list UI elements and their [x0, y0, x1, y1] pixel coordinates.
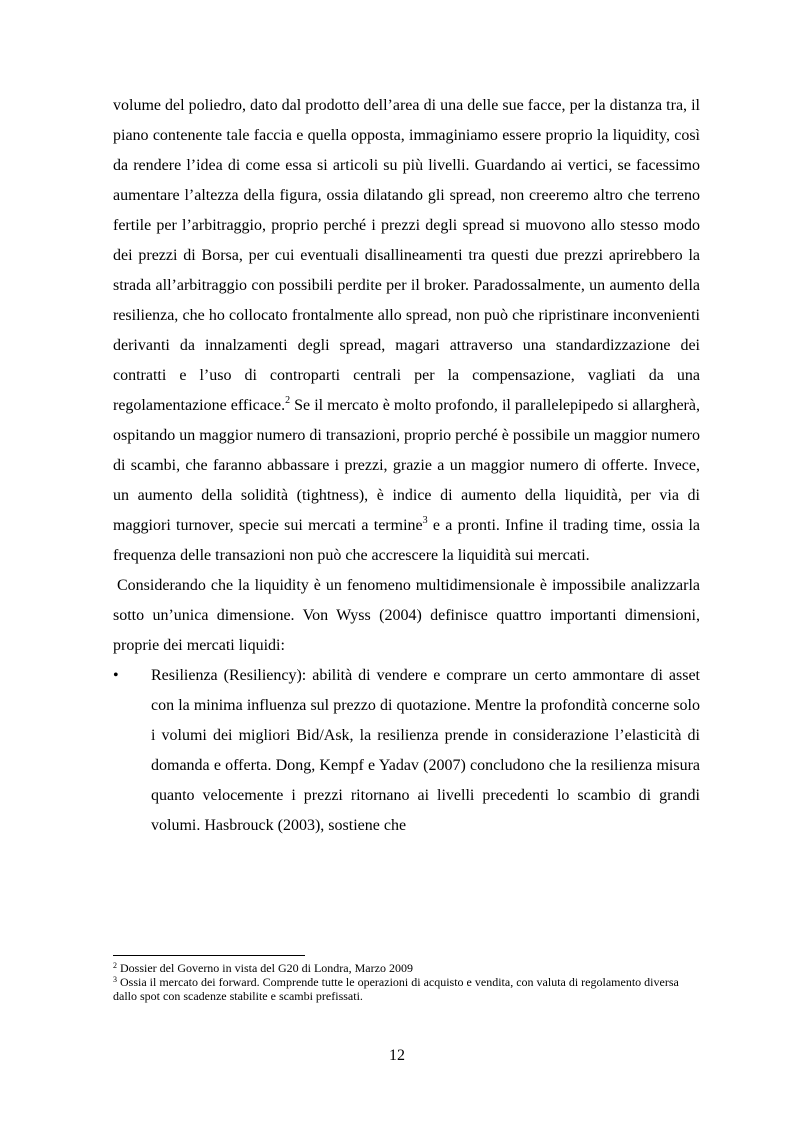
- bullet-icon: •: [113, 667, 119, 684]
- body-paragraph: [113, 91, 700, 571]
- paragraph-text: volume del poliedro, dato dal prodotto dell’area di una delle sue facce, per la distanza tra, il piano contenente tale faccia e quella opposta, immaginiamo essere proprio la liquidity, così da rendere l’idea di come essa si articoli su più livelli. Guardando ai vertici, se facessimo aumentare l’altezza della figura, ossia dilatando gli spread, non creeremo altro che terreno fertile per l’arbitraggio, proprio perché i prezzi degli spread si muovono allo stesso modo dei prezzi di Borsa, per cui eventuali disallineamenti tra questi due prezzi aprirebbero la strada all’arbitraggio con possibili perdite per il broker. Paradossalmente, un aumento della resilienza, che ho collocato frontalmente allo spread, non può che ripristinare inconvenienti derivanti da innalzamenti degli spread, magari attraverso una standardizzazione dei contratti e l’uso di controparti centrali per la compensazione, vagliati da una regolamentazione efficace.: [113, 97, 700, 414]
- bullet-list-item: [113, 661, 700, 841]
- footnote-reference[interactable]: 3: [422, 515, 428, 526]
- bullet-text: Resilienza (Resiliency): abilità di vendere e comprare un certo ammontare di asset con la minima influenza sul prezzo di quotazione. Mentre la profondità concerne solo i volumi dei migliori Bid/Ask, la resilienza prende in considerazione l’elasticità di domanda e offerta. Dong, Kempf e Yadav (2007) concludono che la resilienza misura quanto velocemente i prezzi ritornano ai livelli precedenti lo scambio di grandi volumi. Hasbrouck (2003), sostiene che: [151, 667, 700, 834]
- footnote-number: 2: [113, 961, 117, 970]
- footnote-text: Ossia il mercato dei forward. Comprende tutte le operazioni di acquisto e vendita, con valuta di regolamento diversa dallo spot con scadenze stabilite e scambi prefissati.: [113, 975, 679, 1003]
- page-body: [113, 91, 700, 841]
- paragraph-text: e a pronti. Infine il trading time, ossia la frequenza delle transazioni non può che accrescere la liquidità sui mercati.: [113, 517, 700, 564]
- footnote-text: Dossier del Governo in vista del G20 di Londra, Marzo 2009: [120, 961, 413, 975]
- footnote-3: [113, 975, 700, 1003]
- page-number: 12: [389, 1047, 405, 1064]
- footnote-number: 3: [113, 975, 117, 984]
- footnote-2: [113, 961, 700, 975]
- body-paragraph: Considerando che la liquidity è un fenomeno multidimensionale è impossibile analizzarla sotto un’unica dimensione. Von Wyss (2004) definisce quattro importanti dimensioni, proprie dei mercati liquidi:: [113, 577, 700, 654]
- paragraph-text: Se il mercato è molto profondo, il parallelepipedo si allargherà, ospitando un maggior numero di transazioni, proprio perché è possibile un maggior numero di scambi, che faranno abbassare i prezzi, grazie a un maggior numero di offerte. Invece, un aumento della solidità (tightness), è indice di aumento della liquidità, per via di maggiori turnover, specie sui mercati a termine: [113, 397, 700, 534]
- footnote-reference[interactable]: 2: [285, 395, 291, 406]
- footnotes: [113, 961, 700, 1003]
- footnote-separator: [113, 955, 305, 956]
